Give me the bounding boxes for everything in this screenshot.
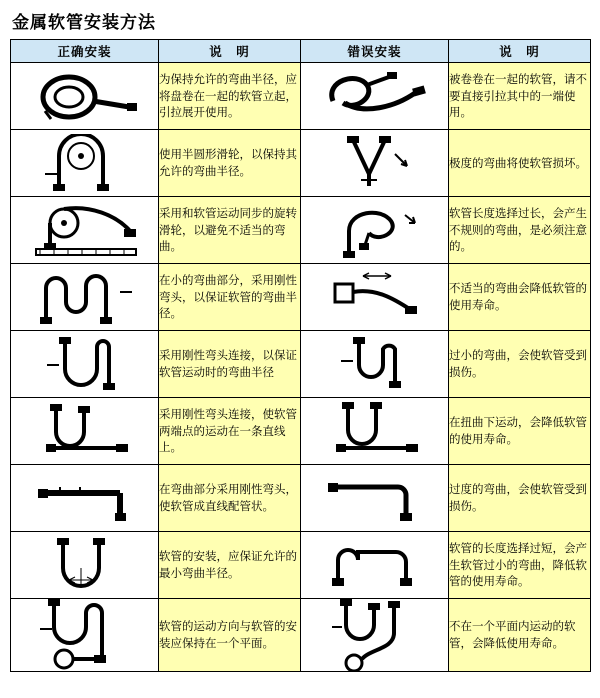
straight-pipe-elbow-icon: [11, 469, 158, 527]
wrong-description: 极度的弯曲将使软管损坏。: [449, 130, 591, 197]
correct-description: 采用和软管运动同步的旋转滑轮，以避免不适当的弯曲。: [159, 197, 301, 264]
correct-illustration-cell: [11, 197, 159, 264]
rigid-elbow-straight-line-icon: [11, 402, 158, 460]
too-long-small-bend-icon: [301, 536, 448, 594]
correct-illustration-cell: [11, 63, 159, 130]
table-row: [11, 465, 591, 532]
wrong-description: 不适当的弯曲会降低软管的使用寿命。: [449, 264, 591, 331]
coiled-hose-icon: [11, 67, 158, 125]
table-row: [11, 398, 591, 465]
rigid-elbow-u-icon: [11, 335, 158, 393]
table-row: [11, 331, 591, 398]
header-correct-install: 正确安装: [11, 40, 159, 63]
wrong-illustration-cell: [301, 130, 449, 197]
sharp-bend-icon: [301, 134, 448, 192]
twisted-motion-icon: [301, 402, 448, 460]
minimum-bend-radius-icon: [11, 536, 158, 594]
wrong-illustration-cell: [301, 197, 449, 264]
wrong-illustration-cell: [301, 63, 449, 130]
rigid-bend-small-radius-icon: [11, 268, 158, 326]
table-row: [11, 599, 591, 672]
correct-illustration-cell: [11, 465, 159, 532]
wrong-description: 在扭曲下运动，会降低软管的使用寿命。: [449, 398, 591, 465]
wrong-description: 软管的长度选择过短，会产生软管过小的弯曲，降低软管的使用寿命。: [449, 532, 591, 599]
page-title: 金属软管安装方法: [12, 13, 156, 33]
table-row: [11, 63, 591, 130]
correct-description: 软管的安装，应保证允许的最小弯曲半径。: [159, 532, 301, 599]
out-of-plane-motion-icon: [301, 599, 448, 671]
long-hose-loop-icon: [301, 201, 448, 259]
wrong-illustration-cell: [301, 264, 449, 331]
wrong-illustration-cell: [301, 331, 449, 398]
correct-description: 采用刚性弯头连接，使软管两端点的运动在一条直线上。: [159, 398, 301, 465]
table-row: [11, 532, 591, 599]
wrong-description: 软管长度选择过长，会产生不规则的弯曲，是必须注意的。: [449, 197, 591, 264]
header-wrong-install: 错误安装: [301, 40, 449, 63]
wrong-illustration-cell: [301, 465, 449, 532]
correct-description: 在弯曲部分采用刚性弯头，使软管成直线配管状。: [159, 465, 301, 532]
correct-illustration-cell: [11, 398, 159, 465]
table-row: [11, 197, 591, 264]
correct-description: 采用刚性弯头连接，以保证软管运动时的弯曲半径: [159, 331, 301, 398]
header-wrong-desc: 说 明: [449, 40, 591, 63]
same-plane-motion-icon: [11, 599, 158, 671]
table-row: [11, 264, 591, 331]
wrong-illustration-cell: [301, 532, 449, 599]
table-header-row: [11, 40, 591, 63]
wrong-description: 过小的弯曲，会使软管受到损伤。: [449, 331, 591, 398]
over-bend-icon: [301, 469, 448, 527]
rotating-pulley-icon: [11, 201, 158, 259]
correct-description: 使用半圆形滑轮，以保持其允许的弯曲半径。: [159, 130, 301, 197]
wrong-illustration-cell: [301, 398, 449, 465]
coiled-hose-pulled-icon: [301, 67, 448, 125]
correct-illustration-cell: [11, 130, 159, 197]
correct-description: 为保持允许的弯曲半径，应将盘卷在一起的软管立起，引拉展开使用。: [159, 63, 301, 130]
table-body: [11, 63, 591, 672]
correct-illustration-cell: [11, 264, 159, 331]
wrong-illustration-cell: [301, 599, 449, 672]
correct-illustration-cell: [11, 599, 159, 672]
wrong-description: 过度的弯曲，会使软管受到损伤。: [449, 465, 591, 532]
correct-description: 软管的运动方向与软管的安装应保持在一个平面。: [159, 599, 301, 672]
semicircle-pulley-icon: [11, 134, 158, 192]
header-correct-desc: 说 明: [159, 40, 301, 63]
tight-u-bend-icon: [301, 335, 448, 393]
correct-description: 在小的弯曲部分，采用刚性弯头，以保证软管的弯曲半径。: [159, 264, 301, 331]
installation-guide-table: [10, 39, 591, 672]
wrong-description: 不在一个平面内运动的软管，会降低使用寿命。: [449, 599, 591, 672]
table-row: [11, 130, 591, 197]
correct-illustration-cell: [11, 331, 159, 398]
wrong-description: 被卷卷在一起的软管，请不要直接引拉其中的一端使用。: [449, 63, 591, 130]
correct-illustration-cell: [11, 532, 159, 599]
improper-bend-icon: [301, 268, 448, 326]
